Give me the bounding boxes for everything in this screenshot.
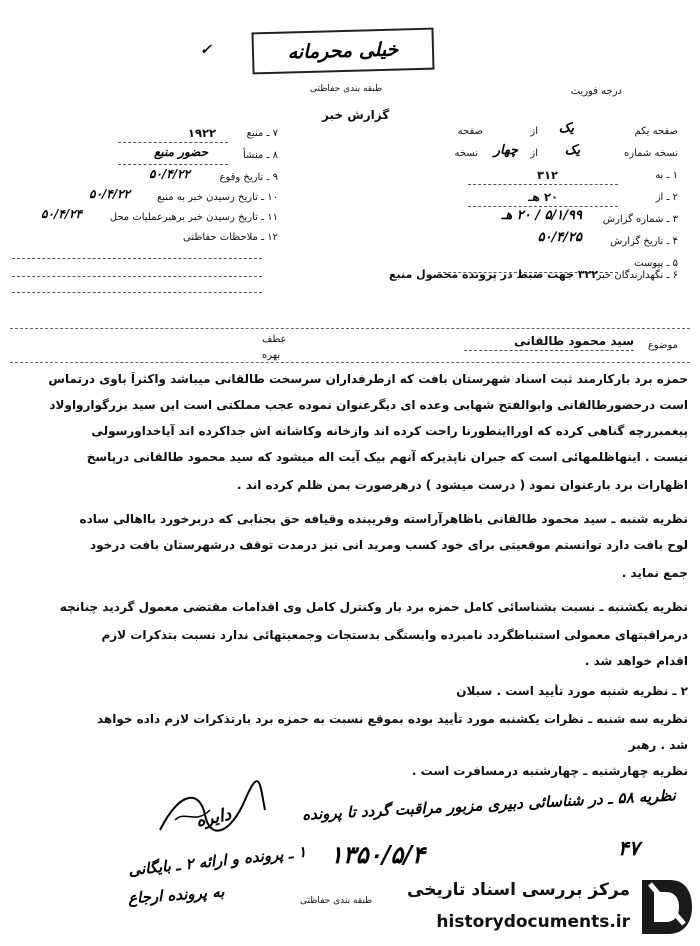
logo-url: historydocuments.ir (436, 912, 630, 932)
keepers-value: ۳۲۲ جهت ضبط در پرونده محصول منبع (389, 268, 598, 281)
copy-of: از (530, 148, 538, 159)
occur-label: ۹ ـ تاریخ وقوع (219, 172, 278, 183)
recv-ops-value: ۵۰/۴/۲۴ (41, 207, 82, 221)
body-line: حمزه برد بارکارمند ثبت اسناد شهرستان بافت که ازطرفداران سرسخت طالقانی میباشد واکثراً باوی درتماس (48, 372, 688, 386)
body-line: اقدام خواهد شد . (584, 654, 688, 668)
page-label: صفحه یکم (634, 126, 678, 137)
document-logo-icon (636, 874, 696, 940)
classification-stamp (251, 28, 434, 75)
left-fields (8, 126, 308, 256)
body-line: لوح بافت دارد توانستم موقعیتی برای خود کسب ومرید انی نیز درمدت توقف درشهرستان بافت درخود (89, 538, 688, 552)
to-label: ۱ ـ به (655, 170, 678, 181)
logo-title: مرکز بررسی اسناد تاریخی (407, 880, 630, 900)
classification-top: طبقه بندی حفاظتی (310, 84, 383, 94)
copy-suffix: نسخه (454, 148, 478, 159)
origin-value: حضور منبع (153, 145, 208, 159)
body-rule (10, 362, 690, 363)
stamp-text: خیلی محرمانه (287, 38, 399, 64)
handwritten-sig-bot: به پرونده ارجاع (127, 882, 225, 908)
occur-value: ۵۰/۴/۲۲ (149, 167, 190, 181)
report-no-label: ۳ ـ شماره گزارش (602, 214, 678, 225)
subject-dots (464, 350, 634, 351)
signature-scribble (150, 780, 270, 840)
to-dots (468, 184, 618, 185)
origin-label: ۸ ـ منشأ (242, 150, 278, 161)
recv-source-label: ۱۰ ـ تاریخ رسیدن خبر به منبع (156, 192, 278, 203)
from-value: ۲۰ هـ (528, 190, 558, 204)
notes-dots-2 (12, 276, 262, 277)
classification-bottom: طبقه بندی حفاظتی (300, 896, 373, 906)
subject-rule (10, 328, 690, 329)
watermark-logo (400, 868, 700, 946)
report-date-value: ۵۰/۴/۲۵ (537, 230, 582, 245)
handwritten-sig-top: دایره (194, 804, 234, 832)
subject-label: موضوع (647, 340, 678, 351)
origin-dots (118, 164, 228, 165)
recv-ops-label: ۱۱ ـ تاریخ رسیدن خبر برهبرعملیات محل (109, 212, 278, 223)
notes-label: ۱۲ ـ ملاحظات حفاظتی (183, 232, 278, 243)
handwritten-sig-right: ۴۷ (618, 836, 640, 860)
copy-label: نسخه شماره (624, 148, 678, 159)
page-value: یک (558, 121, 574, 136)
copy-total: چهار (493, 143, 518, 158)
page-of: از (530, 126, 538, 137)
corner-mark: ✓ (200, 42, 212, 58)
handwritten-sig-mid: ۱ ـ پرونده و ارائه ۲ ـ بایگانی (127, 842, 308, 880)
body-line: درمراقبتهای معمولی استنباطگردد نامبرده وابستگی بدستجات وجمعیتهائی ندارد نسبت بتذکرات لازم (101, 628, 688, 642)
source-label: ۷ ـ منبع (246, 128, 278, 139)
report-date-label: ۴ ـ تاریخ گزارش (610, 236, 678, 247)
report-no-value: ۵/۱/۹۹ / ۲۰ هـ (501, 208, 582, 223)
body-line: پیغمبررچه گناهی کرده که اورااینطورنا راحت کرده اند وازخانه وکاشانه اش جداکرده اند آیاخداورسولی (91, 424, 688, 438)
keepers-label: ۶ ـ نگهدارندگان خبر (596, 270, 678, 281)
body-line: ۲ ـ نظریه شنبه مورد تأیید است . سبلان (456, 684, 688, 698)
source-dots (118, 142, 228, 143)
body-line: نظریه شنبه ـ سید محمود طالقانی باظاهرآراسته وفریبنده وقیافه حق بجنابی که دربرخورد بااهالی ساده (79, 512, 688, 526)
body-line: جمع نماید . (621, 566, 688, 580)
body-line: است درحضورطالقانی وابوالفتح شهابی وعده ای دیگرعنوان نموده عجب مملکتی است این سید بزرگوارواولاد (49, 398, 688, 412)
notes-dots-3 (12, 292, 262, 293)
priority-label: درجه فوریت (570, 86, 622, 97)
from-dots (468, 206, 618, 207)
subject-value: سید محمود طالقانی (514, 334, 634, 348)
handwritten-note: نظریه ۵۸ ـ در شناسائی دبیری مزبور مراقبت گردد تا پرونده (301, 786, 677, 824)
handwritten-date: ۱۳۵۰/۵/۴ (330, 840, 425, 869)
body-line: نظریه یکشنبه ـ نسبت بشناسائی کامل حمزه برد بار وکنترل کامل وی اقدامات مقتضی معمول گردید چنانچه (59, 600, 688, 614)
report-title: گزارش خبر (322, 108, 390, 122)
body-line: نظریه چهارشنبه ـ چهارشنبه درمسافرت است . (411, 764, 688, 778)
attachment-label: ۵ ـ پیوست (634, 258, 678, 269)
bahre-label: بهره (262, 350, 281, 361)
body-line: اظهارات برد بارعنوان نمود ( درست میشود ) درهرصورت بمن ظلم کرده اند . (237, 478, 688, 492)
to-value: ۳۱۲ (536, 168, 558, 182)
body-line: نیست . اینهاظلمهائی است که جبران ناپذیرکه آنهم بیک آیت اله میشود که سید محمود طالقانی درپاسخ (86, 450, 688, 464)
page-suffix: صفحه (457, 126, 483, 137)
body-line: شد . رهبر (628, 738, 688, 752)
recv-source-value: ۵۰/۴/۲۲ (89, 187, 130, 201)
from-label: ۲ ـ از (655, 192, 678, 203)
body-line: نظریه سه شنبه ـ نظرات یکشنبه مورد تأیید بوده بموقع نسبت به حمزه برد بارتذکرات لازم داده خواهد (96, 712, 688, 726)
source-value: ۱۹۲۲ (187, 126, 216, 140)
atf-label: عطف (262, 334, 287, 345)
right-fields (378, 121, 678, 286)
copy-num: یک (564, 143, 580, 158)
notes-dots-1 (12, 258, 262, 259)
